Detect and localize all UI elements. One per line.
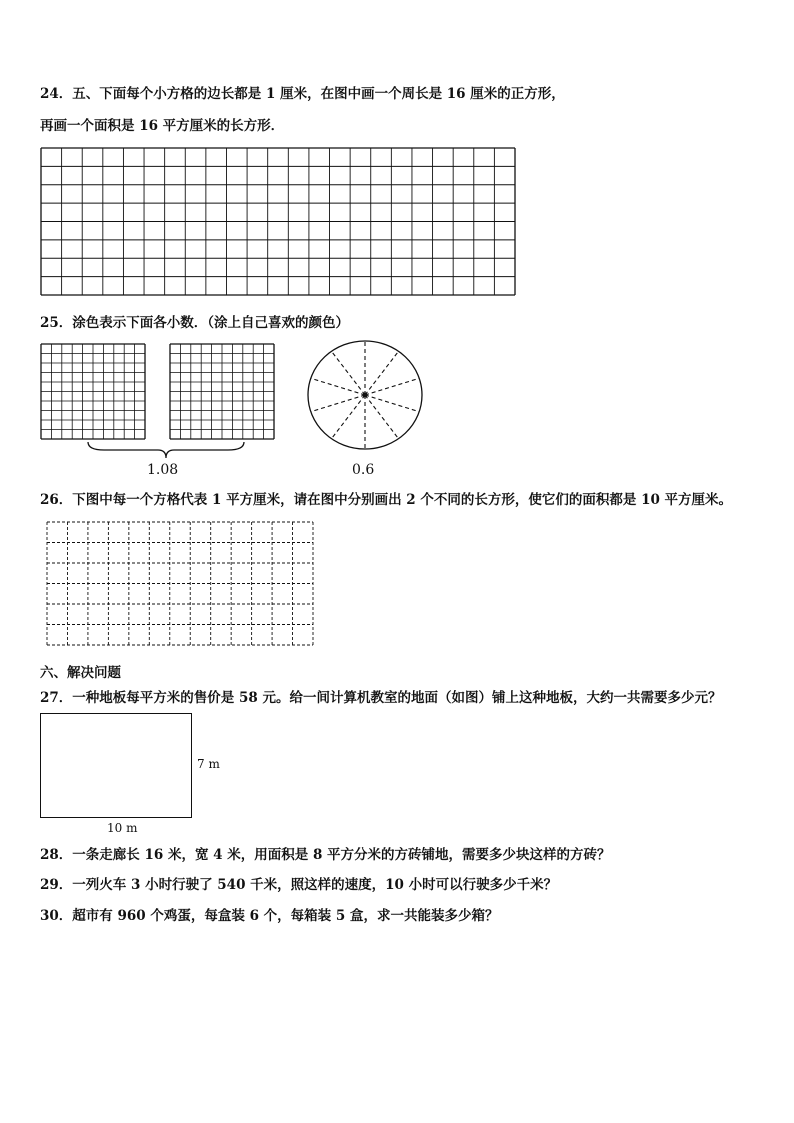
width-label: 10 m [107, 821, 138, 835]
q27-text: 27．一种地板每平方米的售价是 58 元。给一间计算机教室的地面（如图）铺上这种地板，大约一共需要多少元？ [40, 690, 722, 706]
sector-divider [311, 378, 365, 395]
center-point [363, 393, 368, 398]
q25-text: 25．涂色表示下面各小数．（涂上自己喜欢的颜色） [40, 315, 350, 331]
sector-divider [365, 351, 399, 395]
decimal-label-1-08: 1.08 [147, 462, 179, 478]
q24-line1: 24．五、下面每个小方格的边长都是 1 厘米，在图中画一个周长是 16 厘米的正方形， [40, 86, 565, 102]
divided-circle[interactable] [307, 340, 423, 450]
q29-text: 29．一列火车 3 小时行驶了 540 千米，照这样的速度，10 小时可以行驶多少千米？ [40, 877, 558, 893]
sector-divider [365, 395, 399, 439]
section-6-title: 六、解决问题 [40, 665, 121, 681]
sector-divider [311, 395, 365, 412]
sector-divider [331, 395, 365, 439]
q24-grid[interactable] [41, 148, 515, 295]
sector-divider [331, 351, 365, 395]
hundred-grid-right[interactable] [170, 344, 274, 439]
decimal-label-0-6: 0.6 [352, 462, 375, 478]
height-label: 7 m [197, 757, 220, 771]
q26-text: 26．下图中每一个方格代表 1 平方厘米，请在图中分别画出 2 个不同的长方形，使它们的面积都是 10 平方厘米。 [40, 492, 733, 508]
classroom-floor-rect [40, 713, 192, 818]
hundred-grid-left[interactable] [41, 344, 145, 439]
sector-divider [365, 395, 419, 412]
q24-line2: 再画一个面积是 16 平方厘米的长方形． [40, 118, 285, 134]
q30-text: 30．超市有 960 个鸡蛋，每盒装 6 个，每箱装 5 盒，求一共能装多少箱？ [40, 908, 499, 924]
q28-text: 28．一条走廊长 16 米，宽 4 米，用面积是 8 平方分米的方砖铺地，需要多少块这样的方砖？ [40, 847, 611, 863]
sector-divider [365, 378, 419, 395]
brace-icon [86, 440, 246, 460]
q26-dashed-grid[interactable] [47, 522, 313, 645]
